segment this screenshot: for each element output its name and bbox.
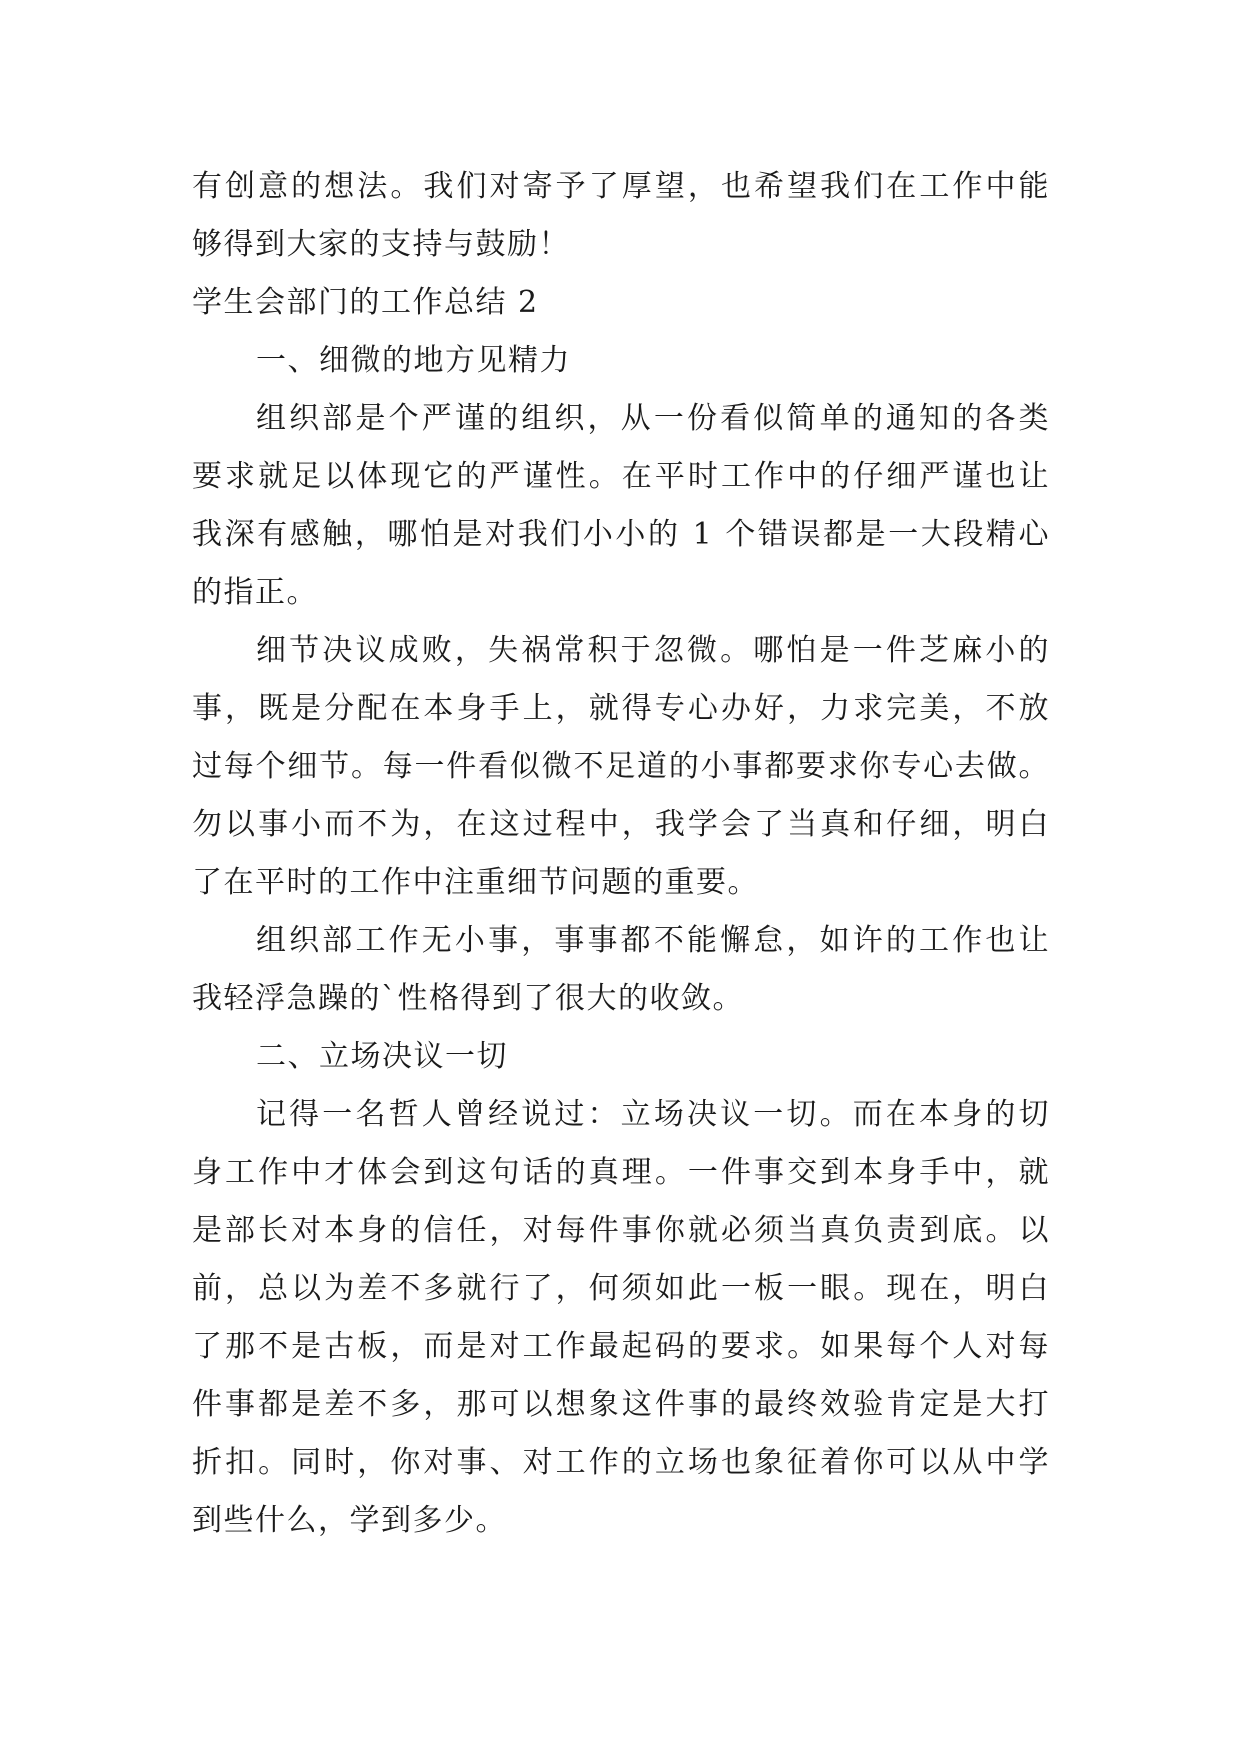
text-line: 是部长对本身的信任，对每件事你就必须当真负责到底。以	[192, 1213, 1050, 1248]
text-line: 到些什么，学到多少。	[192, 1503, 507, 1538]
text-line: 了那不是古板，而是对工作最起码的要求。如果每个人对每	[192, 1329, 1050, 1364]
text-line: 了在平时的工作中注重细节问题的重要。	[192, 865, 759, 900]
text-line: 事，既是分配在本身手上，就得专心办好，力求完美，不放	[192, 691, 1050, 726]
subheading: 一、细微的地方见精力	[256, 343, 571, 378]
text-line: 勿以事小而不为，在这过程中，我学会了当真和仔细，明白	[192, 807, 1050, 842]
text-line: 件事都是差不多，那可以想象这件事的最终效验肯定是大打	[192, 1387, 1050, 1422]
text-line: 前，总以为差不多就行了，何须如此一板一眼。现在，明白	[192, 1271, 1050, 1306]
text-line: 身工作中才体会到这句话的真理。一件事交到本身手中，就	[192, 1155, 1050, 1190]
subheading: 二、立场决议一切	[256, 1039, 508, 1074]
text-line: 要求就足以体现它的严谨性。在平时工作中的仔细严谨也让	[192, 459, 1050, 494]
text-line: 过每个细节。每一件看似微不足道的小事都要求你专心去做。	[192, 749, 1050, 784]
text-line: 的指正。	[192, 575, 318, 610]
document-page	[192, 158, 1050, 1550]
section-title: 学生会部门的工作总结 2	[192, 285, 539, 320]
text-line: 够得到大家的支持与鼓励！	[192, 227, 570, 262]
text-line: 我深有感触，哪怕是对我们小小的 1 个错误都是一大段精心	[192, 517, 1050, 552]
text-line: 折扣。同时，你对事、对工作的立场也象征着你可以从中学	[192, 1445, 1050, 1480]
text-line: 细节决议成败，失祸常积于忽微。哪怕是一件芝麻小的	[256, 633, 1050, 668]
text-line: 组织部工作无小事，事事都不能懈怠，如许的工作也让	[256, 923, 1050, 958]
text-line: 我轻浮急躁的`性格得到了很大的收敛。	[192, 981, 744, 1016]
text-line: 记得一名哲人曾经说过：立场决议一切。而在本身的切	[256, 1097, 1050, 1132]
text-line: 有创意的想法。我们对寄予了厚望，也希望我们在工作中能	[192, 169, 1050, 204]
text-line: 组织部是个严谨的组织，从一份看似简单的通知的各类	[256, 401, 1050, 436]
